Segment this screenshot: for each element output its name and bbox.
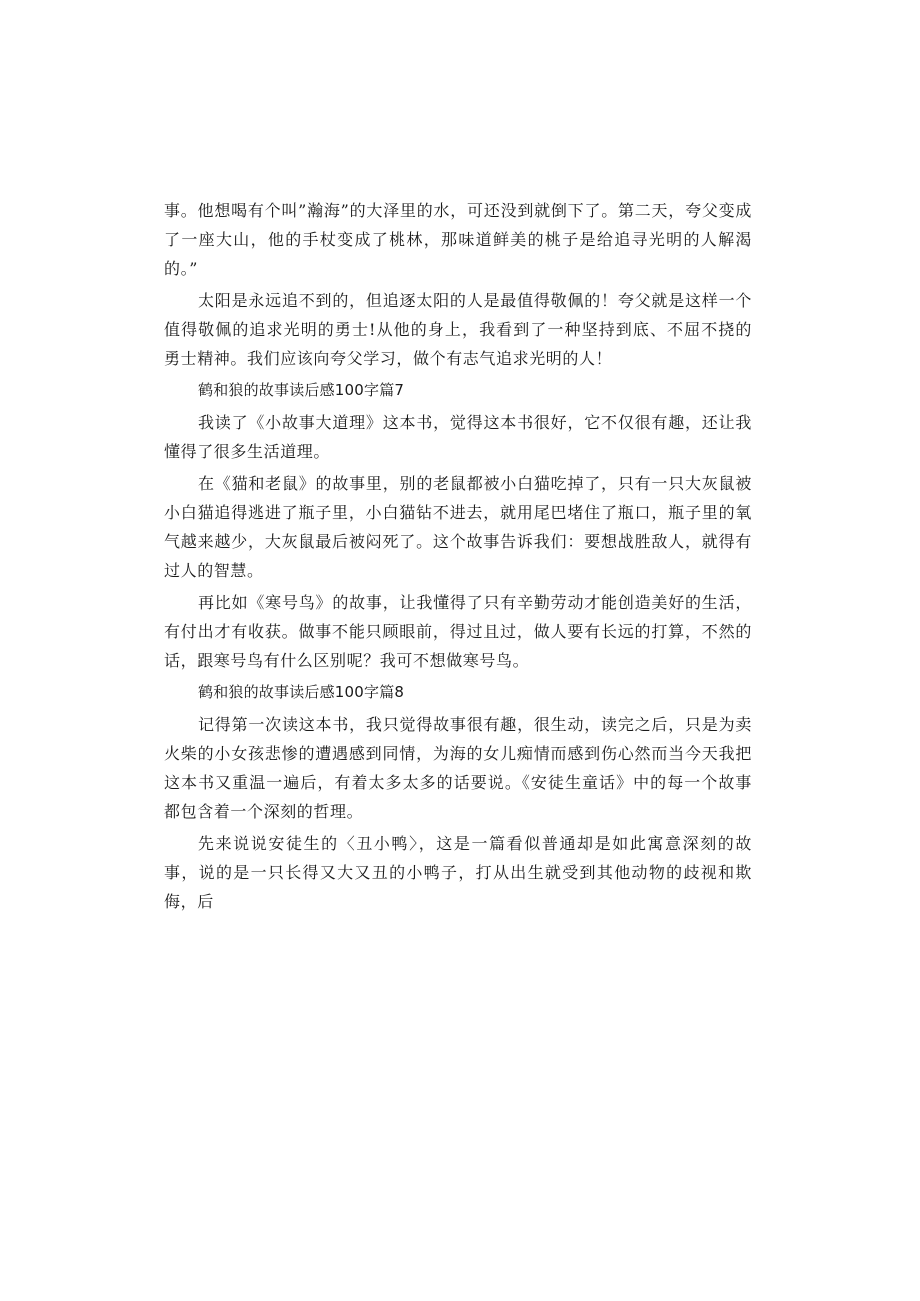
paragraph-1: 事。他想喝有个叫”瀚海”的大泽里的水，可还没到就倒下了。第二天，夸父变成了一座大山，他的手杖变成了桃林，那味道鲜美的桃子是给追寻光明的人解渴的。” bbox=[164, 201, 752, 278]
paragraph-3: 我读了《小故事大道理》这本书，觉得这本书很好，它不仅很有趣，还让我懂得了很多生活道理。 bbox=[164, 413, 752, 461]
section-heading-8: 鹤和狼的故事读后感100字篇8 bbox=[198, 683, 405, 701]
paragraph-7: 先来说说安徒生的〈丑小鸭〉，这是一篇看似普通却是如此寓意深刻的故事，说的是一只长得又大又丑的小鸭子，打从出生就受到其他动物的歧视和欺侮，后 bbox=[164, 834, 752, 911]
document-body bbox=[164, 196, 752, 919]
section-heading-7: 鹤和狼的故事读后感100字篇7 bbox=[198, 381, 405, 399]
paragraph-5: 再比如《寒号鸟》的故事，让我懂得了只有辛勤劳动才能创造美好的生活，有付出才有收获。做事不能只顾眼前，得过且过，做人要有长远的打算，不然的话，跟寒号鸟有什么区别呢？我可不想做寒号鸟。 bbox=[164, 593, 752, 670]
paragraph-4: 在《猫和老鼠》的故事里，别的老鼠都被小白猫吃掉了，只有一只大灰鼠被小白猫追得逃进了瓶子里，小白猫钻不进去，就用尾巴堵住了瓶口，瓶子里的氧气越来越少，大灰鼠最后被闷死了。这个故事告诉我们：要想战胜敌人，就得有过人的智慧。 bbox=[164, 474, 752, 580]
paragraph-2: 太阳是永远追不到的，但追逐太阳的人是最值得敬佩的！夸父就是这样一个值得敬佩的追求光明的勇士!从他的身上，我看到了一种坚持到底、不屈不挠的勇士精神。我们应该向夸父学习，做个有志气追求光明的人！ bbox=[164, 291, 752, 368]
paragraph-6: 记得第一次读这本书，我只觉得故事很有趣，很生动，读完之后，只是为卖火柴的小女孩悲惨的遭遇感到同情，为海的女儿痴情而感到伤心然而当今天我把这本书又重温一遍后，有着太多太多的话要说。《安徒生童话》中的每一个故事都包含着一个深刻的哲理。 bbox=[164, 715, 752, 821]
